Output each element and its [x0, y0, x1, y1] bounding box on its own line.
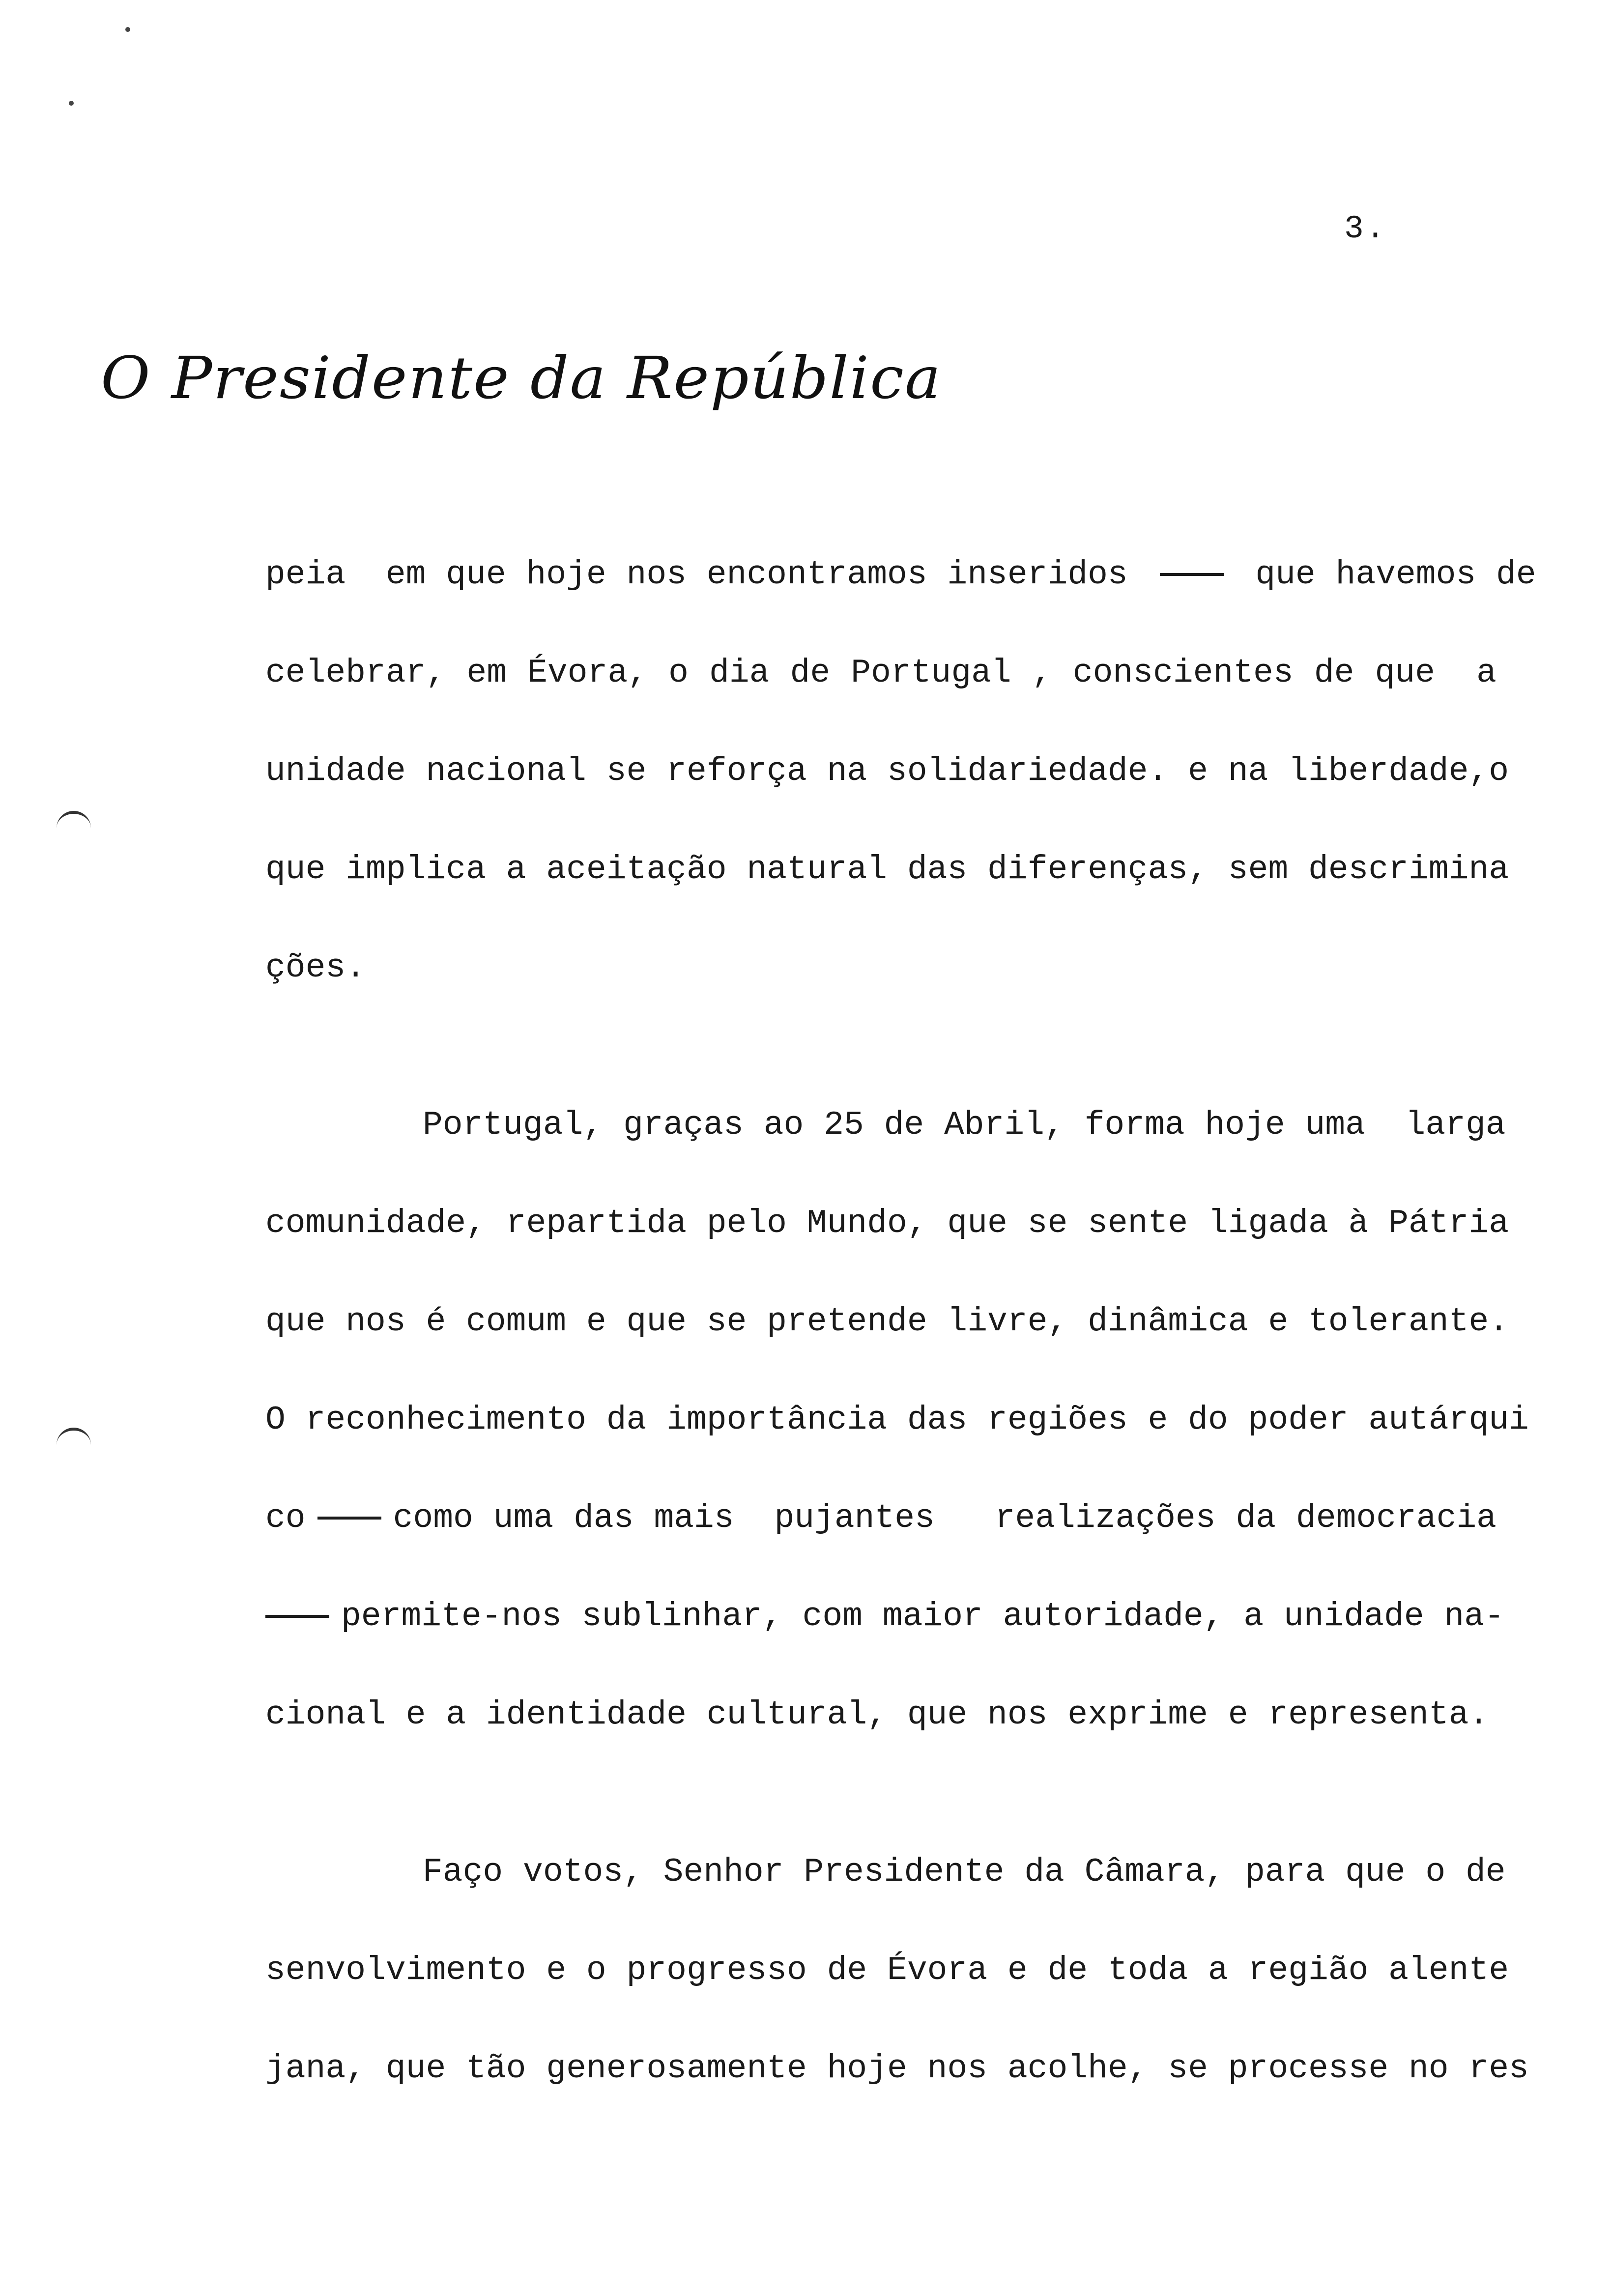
text-line: senvolvimento e o progresso de Évora e de toda a região alente — [265, 1952, 1509, 1989]
em-dash — [265, 1615, 329, 1618]
text-line: que implica a aceitação natural das diferenças, sem descrimina — [265, 851, 1509, 889]
em-dash — [1160, 573, 1224, 576]
speck — [125, 27, 130, 32]
speck — [69, 101, 74, 106]
margin-mark — [57, 1428, 91, 1445]
letter-body — [265, 550, 1536, 2143]
text-line: jana, que tão generosamente hoje nos acolhe, se processe no res — [265, 2050, 1529, 2088]
text-line: celebrar, em Évora, o dia de Portugal , conscientes de que a — [265, 654, 1497, 692]
text-line: Faço votos, Senhor Presidente da Câmara, para que o de — [423, 1853, 1506, 1891]
text-line: cional e a identidade cultural, que nos exprime e representa. — [265, 1696, 1489, 1734]
text-line: peia em que hoje nos encontramos inseridos que havemos de — [265, 556, 1536, 594]
text-line: unidade nacional se reforça na solidariedade. e na liberdade,o — [265, 752, 1509, 790]
paragraph-1 — [265, 550, 1536, 1042]
text-line: comunidade, repartida pelo Mundo, que se sente ligada à Pátria — [265, 1205, 1509, 1242]
text-line: que nos é comum e que se pretende livre, dinâmica e tolerante. — [265, 1303, 1509, 1341]
text-line: ções. — [265, 949, 366, 987]
paragraph-3 — [265, 1848, 1529, 2143]
letterhead: O Presidente da República — [101, 344, 942, 412]
page-number: 3. — [1344, 210, 1387, 247]
em-dash — [317, 1517, 381, 1520]
text-line: co como uma das mais pujantes realizações da democracia — [265, 1499, 1497, 1537]
margin-mark — [57, 811, 91, 829]
text-line: Portugal, graças ao 25 de Abril, forma hoje uma larga — [423, 1106, 1506, 1144]
text-line: permite-nos sublinhar, com maior autoridade, a unidade na- — [265, 1592, 1497, 1691]
text-line: O reconhecimento da importância das regiões e do poder autárqui — [265, 1401, 1529, 1439]
paragraph-2 — [265, 1101, 1529, 1789]
